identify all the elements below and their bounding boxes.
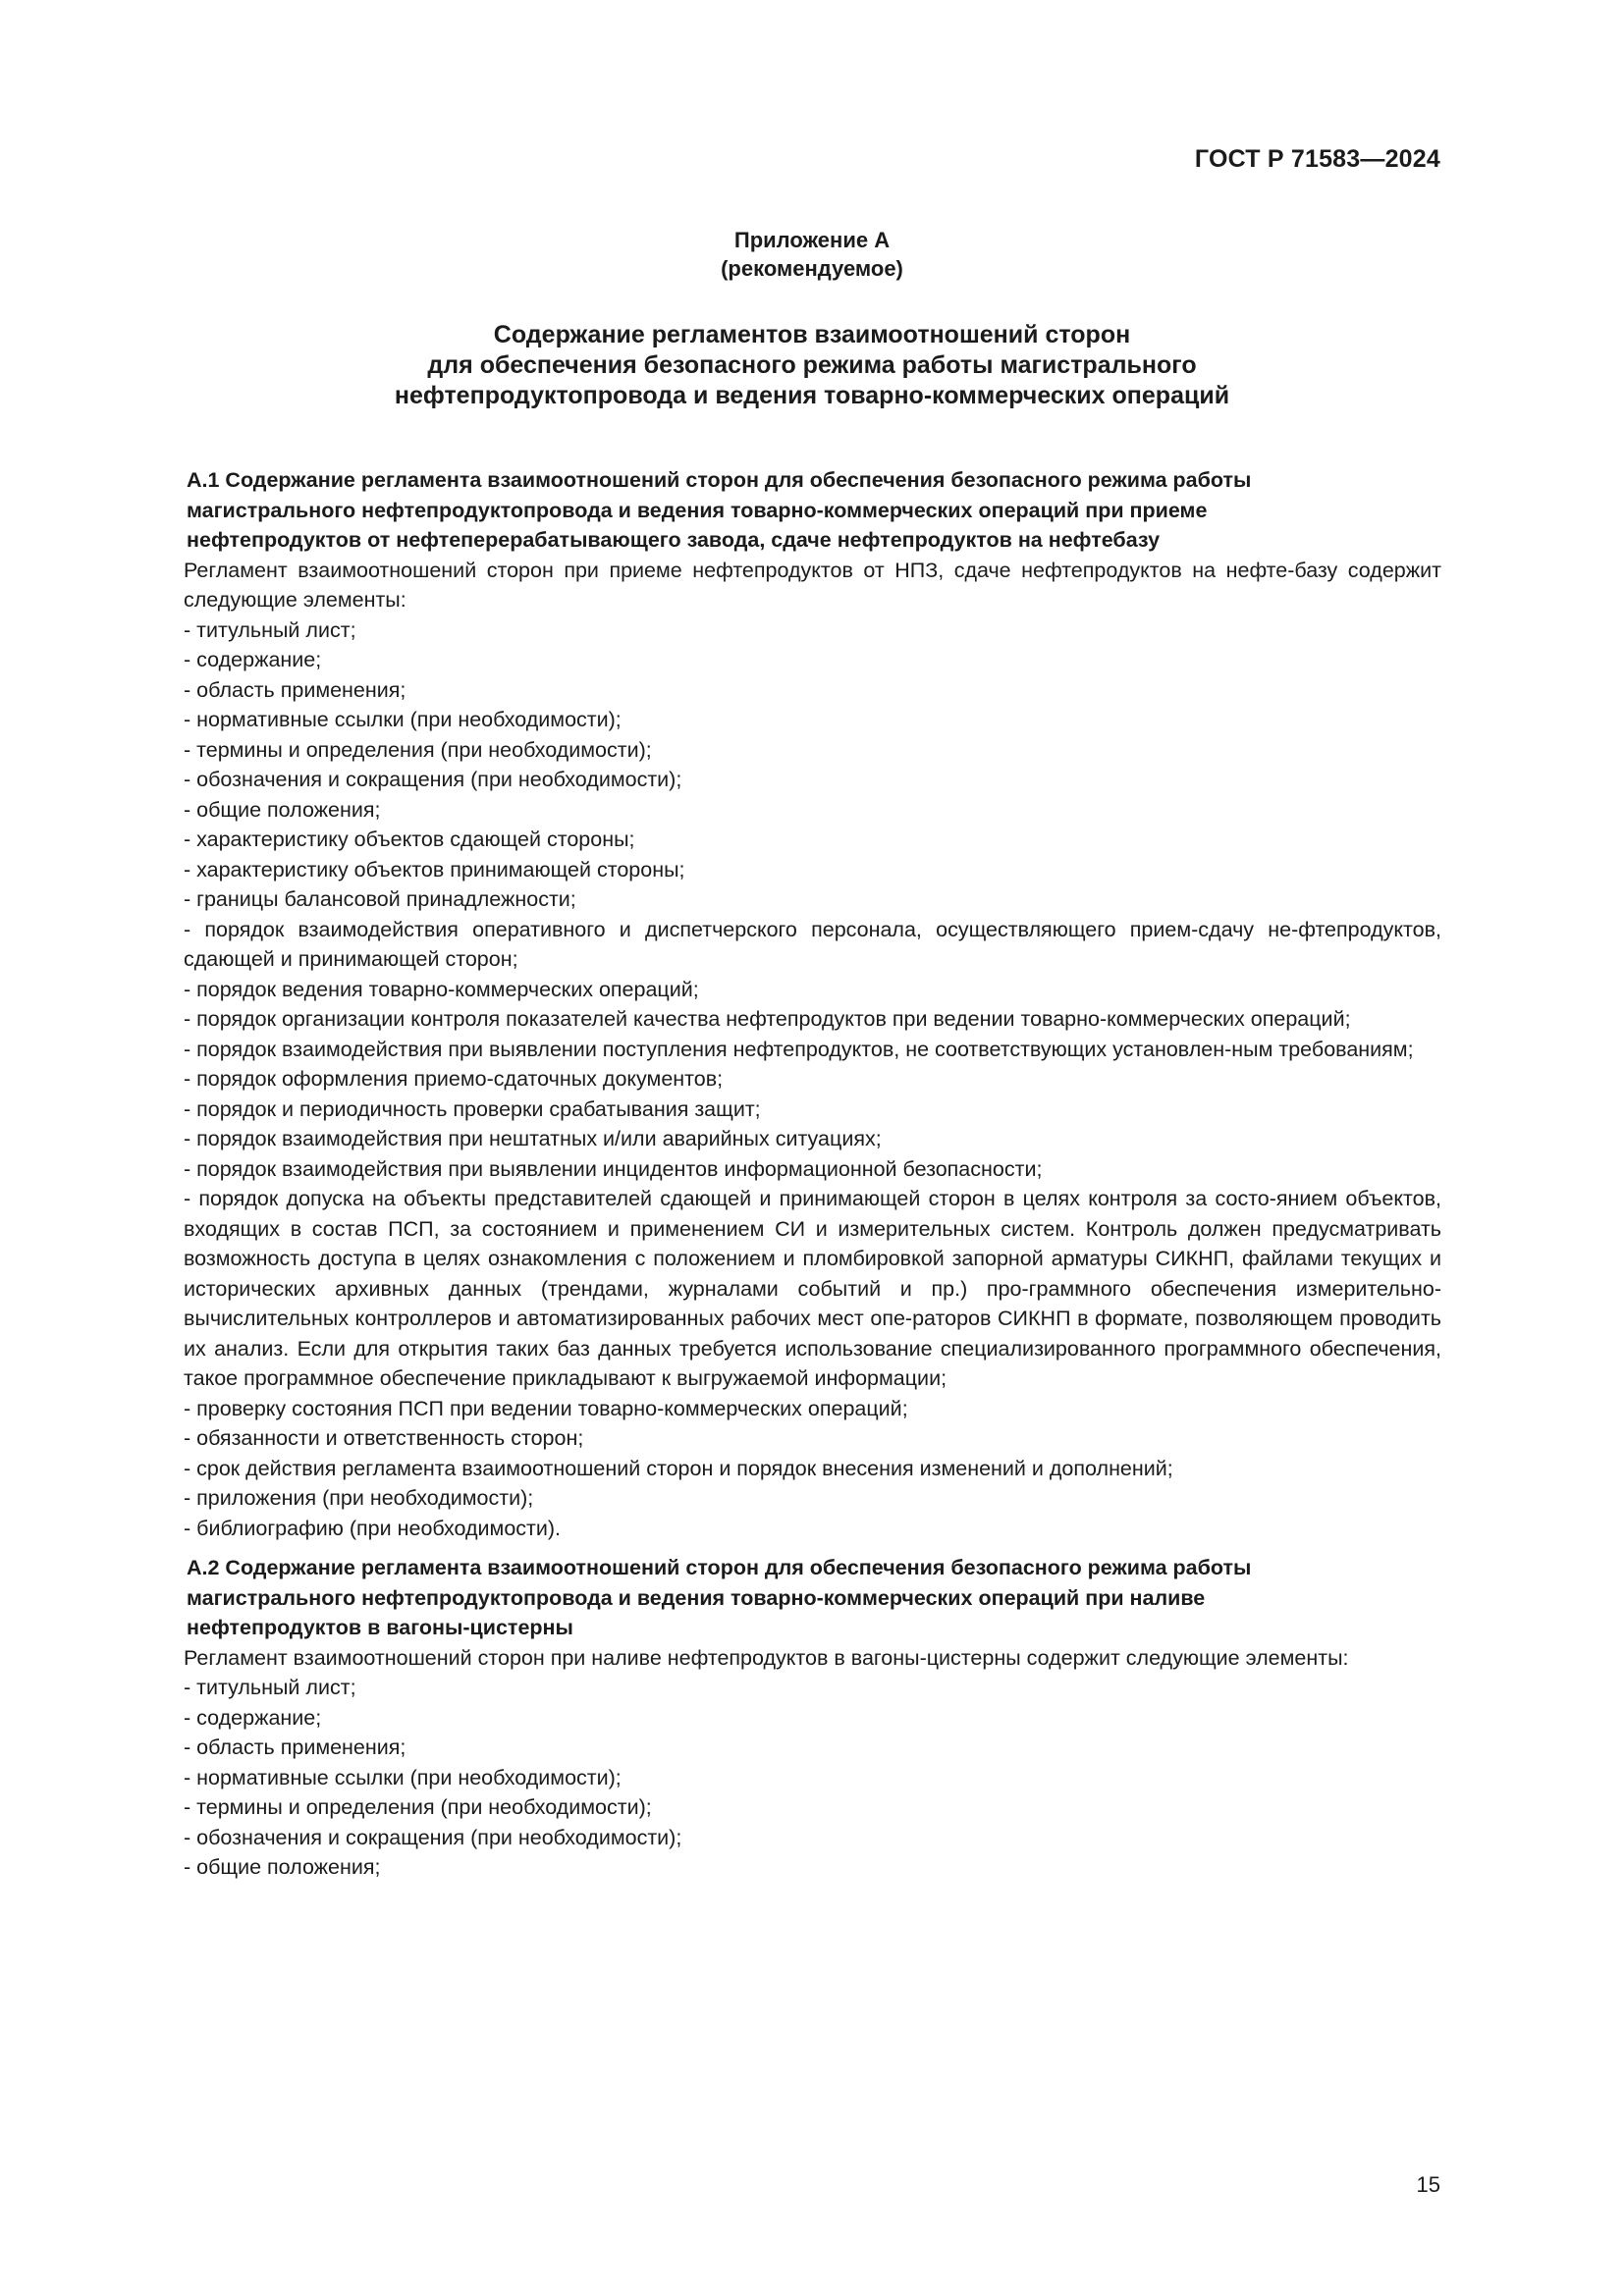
list-item: - нормативные ссылки (при необходимости); [184,1765,622,1789]
list-item: - срок действия регламента взаимоотношений сторон и порядок внесения изменений и дополнений; [184,1456,1173,1480]
section-a1 [184,465,1441,1543]
annex-status: (рекомендуемое) [721,256,903,281]
annex-title-line: нефтепродуктопровода и ведения товарно-коммерческих операций [394,382,1230,409]
list-item: - область применения; [184,1735,406,1759]
annex-label: Приложение А [733,228,891,252]
list-item: - характеристику объектов сдающей стороны; [184,828,635,851]
list-item: - титульный лист; [184,617,356,642]
list-item: - приложения (при необходимости); [184,1486,534,1510]
list-item: - порядок ведения товарно-коммерческих операций; [184,977,699,1001]
page-number: 15 [1416,2172,1440,2197]
section-heading-line: А.2 Содержание регламента взаимоотношений сторон для обеспечения безопасного режима работы [187,1556,1252,1579]
list-item: - общие положения; [184,1855,381,1879]
section-heading-line: магистрального нефтепродуктопровода и ведения товарно-коммерческих операций при приеме [187,498,1208,522]
list-item: - порядок взаимодействия при выявлении поступления нефтепродуктов, не соответствующих установлен-ным требованиям; [184,1037,1414,1061]
section-intro: Регламент взаимоотношений сторон при приеме нефтепродуктов от НПЗ, сдаче нефтепродуктов на нефте-базу содержит следующие элементы: [184,558,1441,612]
section-intro: Регламент взаимоотношений сторон при наливе нефтепродуктов в вагоны-цистерны содержит следующие элементы: [184,1645,1349,1670]
list-item: - порядок и периодичность проверки срабатывания защит; [184,1096,761,1121]
document-body [184,465,1441,1883]
element-list [184,1673,1441,1883]
list-item: - порядок оформления приемо-сдаточных документов; [184,1067,724,1091]
list-item: - обозначения и сокращения (при необходимости); [184,768,682,791]
annex-title-line: для обеспечения безопасного режима работы магистрального [427,351,1197,379]
list-item: - библиографию (при необходимости). [184,1516,562,1540]
list-item: - проверку состояния ПСП при ведении товарно-коммерческих операций; [184,1396,908,1420]
section-heading [184,465,1441,556]
list-item: - характеристику объектов принимающей стороны; [184,857,685,881]
section-heading-line: нефтепродуктов в вагоны-цистерны [187,1616,573,1639]
list-item: - общие положения; [184,797,381,822]
list-item: - содержание; [184,1705,322,1730]
annex-title-line: Содержание регламентов взаимоотношений сторон [493,321,1131,348]
list-item: - содержание; [184,648,322,671]
list-item: - порядок организации контроля показателей качества нефтепродуктов при ведении товарно-коммерческих операций; [184,1007,1351,1031]
list-item: - порядок взаимодействия при выявлении инцидентов информационной безопасности; [184,1156,1043,1181]
document-code: ГОСТ Р 71583—2024 [1194,145,1440,173]
list-item: - порядок взаимодействия при нештатных и/или аварийных ситуациях; [184,1127,882,1150]
list-item: - область применения; [184,677,406,702]
section-heading-line: нефтепродуктов от нефтеперерабатывающего завода, сдаче нефтепродуктов на нефтебазу [187,528,1161,552]
section-a2 [184,1553,1441,1883]
element-list [184,615,1441,1544]
section-heading [184,1553,1441,1643]
list-item: - порядок взаимодействия оперативного и диспетчерского персонала, осуществляющего прием-сдачу не-фтепродуктов, сдающей и принимающей сторон; [184,917,1441,971]
section-heading-line: магистрального нефтепродуктопровода и ведения товарно-коммерческих операций при наливе [187,1585,1206,1610]
list-item: - границы балансовой принадлежности; [184,887,576,911]
list-item: - термины и определения (при необходимости); [184,1795,652,1819]
list-item: - нормативные ссылки (при необходимости); [184,708,622,731]
list-item: - титульный лист; [184,1676,356,1699]
list-item: - обязанности и ответственность сторон; [184,1426,584,1450]
list-item: - порядок допуска на объекты представителей сдающей и принимающей сторон в целях контроля за состо-янием объектов, входящих в состав ПСП, за состоянием и применением СИ и измерительных систем. Контроль должен предусматривать возможность доступа в целях ознакомления с положением и пломбировкой запорной арматуры СИКНП, файлами текущих и исторических архивных данных (трендами, журналами событий и пр.) про-граммного обеспечения измерительно-вычислительных контроллеров и автоматизированных рабочих мест опе-раторов СИКНП в формате, позволяющем проводить их анализ. Если для открытия таких баз данных требуется использование специализированного программного обеспечения, такое программное обеспечение прикладывают к выгружаемой информации; [184,1187,1441,1390]
annex-header [0,226,1624,283]
list-item: - обозначения и сокращения (при необходимости); [184,1825,682,1849]
list-item: - термины и определения (при необходимости); [184,737,652,762]
section-heading-line: А.1 Содержание регламента взаимоотношений сторон для обеспечения безопасного режима работы [187,468,1252,492]
annex-title [0,320,1624,411]
